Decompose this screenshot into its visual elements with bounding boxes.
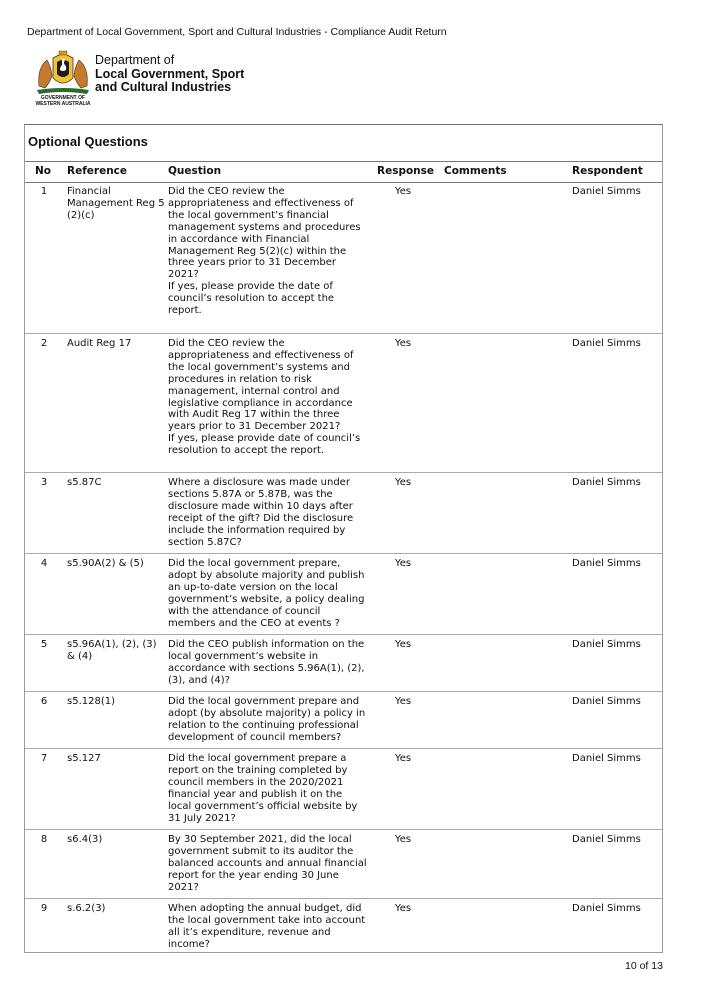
table-row [25, 634, 662, 692]
row-number: 6 [40, 696, 48, 707]
row-reference: Audit Reg 17 [67, 338, 132, 349]
row-number: 7 [40, 753, 48, 764]
row-respondent: Daniel Simms [572, 477, 641, 488]
row-response: Yes [394, 639, 412, 650]
row-reference: s5.96A(1), (2), (3) & (4) [67, 639, 157, 662]
table-header-row [25, 161, 662, 183]
table-row [25, 691, 662, 749]
row-respondent: Daniel Simms [572, 903, 641, 914]
department-logo [33, 50, 253, 110]
col-header-no: No [35, 165, 52, 177]
row-number: 1 [40, 186, 48, 197]
optional-questions-table [24, 124, 663, 953]
row-reference: s5.128(1) [67, 696, 116, 707]
row-reference: s6.4(3) [67, 834, 103, 845]
row-number: 3 [40, 477, 48, 488]
col-header-question: Question [168, 165, 222, 177]
row-question: Did the CEO review the appropriateness and effectiveness of the local government’s financial management systems and procedures in accordance with Financial Management Reg 5(2)(c) within the three years prior to 31 December 2021? If yes, please provide the date of council’s resolution to accept the report. [168, 186, 361, 317]
col-header-comments: Comments [444, 165, 507, 177]
row-response: Yes [394, 696, 412, 707]
row-reference: Financial Management Reg 5 (2)(c) [67, 186, 165, 221]
row-respondent: Daniel Simms [572, 753, 641, 764]
department-name-line-1: Department of [95, 53, 175, 67]
row-number: 9 [40, 903, 48, 914]
row-question: Where a disclosure was made under sections 5.87A or 5.87B, was the disclosure made within 10 days after receipt of the gift? Did the disclosure include the information required by section 5.87C? [168, 477, 354, 548]
row-response: Yes [394, 477, 412, 488]
col-header-respondent: Respondent [572, 165, 643, 177]
row-question: Did the local government prepare a report on the training completed by council members in the 2020/2021 financial year and publish it on the local government’s official website by 31 July 2021? [168, 753, 358, 824]
row-response: Yes [394, 186, 412, 197]
row-respondent: Daniel Simms [572, 186, 641, 197]
col-header-reference: Reference [67, 165, 128, 177]
row-respondent: Daniel Simms [572, 639, 641, 650]
department-name-line-2: Local Government, Sport [95, 66, 245, 81]
row-question: Did the CEO review the appropriateness and effectiveness of the local government’s systems and procedures in relation to risk management, internal control and legislative compliance in accordance with Audit Reg 17 within the three years prior to 31 December 2021? If yes, please provide date of council’s resolution to accept the report. [168, 338, 361, 457]
table-row [25, 898, 662, 954]
table-row [25, 181, 662, 334]
crest-caption [33, 95, 93, 107]
row-number: 5 [40, 639, 48, 650]
table-row [25, 553, 662, 635]
row-question: Did the local government prepare, adopt by absolute majority and publish an up-to-date version on the local government’s website, a policy dealing with the attendance of council members and the CEO at events ? [168, 558, 365, 629]
page-number: 10 of 13 [625, 960, 663, 972]
row-response: Yes [394, 834, 412, 845]
row-reference: s5.127 [67, 753, 101, 764]
department-name [95, 54, 244, 95]
row-question: Did the local government prepare and adopt (by absolute majority) a policy in relation to the continuing professional development of council members? [168, 696, 366, 743]
row-respondent: Daniel Simms [572, 338, 641, 349]
row-response: Yes [394, 753, 412, 764]
table-row [25, 748, 662, 830]
row-question: Did the CEO publish information on the local government’s website in accordance with sections 5.96A(1), (2), (3), and (4)? [168, 639, 365, 686]
row-question: By 30 September 2021, did the local government submit to its auditor the balanced accounts and annual financial report for the year ending 30 June 2021? [168, 834, 367, 893]
crest-caption-line-2: WESTERN AUSTRALIA [35, 101, 91, 107]
row-reference: s.6.2(3) [67, 903, 106, 914]
wa-coat-of-arms-icon [33, 50, 93, 96]
row-response: Yes [394, 338, 412, 349]
row-number: 8 [40, 834, 48, 845]
row-respondent: Daniel Simms [572, 696, 641, 707]
table-row [25, 333, 662, 473]
row-response: Yes [394, 903, 412, 914]
section-title: Optional Questions [28, 134, 148, 149]
table-row [25, 472, 662, 554]
col-header-response: Response [377, 165, 435, 177]
row-respondent: Daniel Simms [572, 834, 641, 845]
row-response: Yes [394, 558, 412, 569]
row-question: When adopting the annual budget, did the local government take into account all it’s expenditure, revenue and income? [168, 903, 366, 950]
row-reference: s5.87C [67, 477, 102, 488]
row-respondent: Daniel Simms [572, 558, 641, 569]
department-name-line-3: and Cultural Industries [95, 80, 232, 94]
document-title: Department of Local Government, Sport and Cultural Industries - Compliance Audit Return [27, 26, 447, 38]
row-reference: s5.90A(2) & (5) [67, 558, 144, 569]
crest-caption-line-1: GOVERNMENT OF [40, 95, 86, 101]
row-number: 4 [40, 558, 48, 569]
table-row [25, 829, 662, 899]
row-number: 2 [40, 338, 48, 349]
